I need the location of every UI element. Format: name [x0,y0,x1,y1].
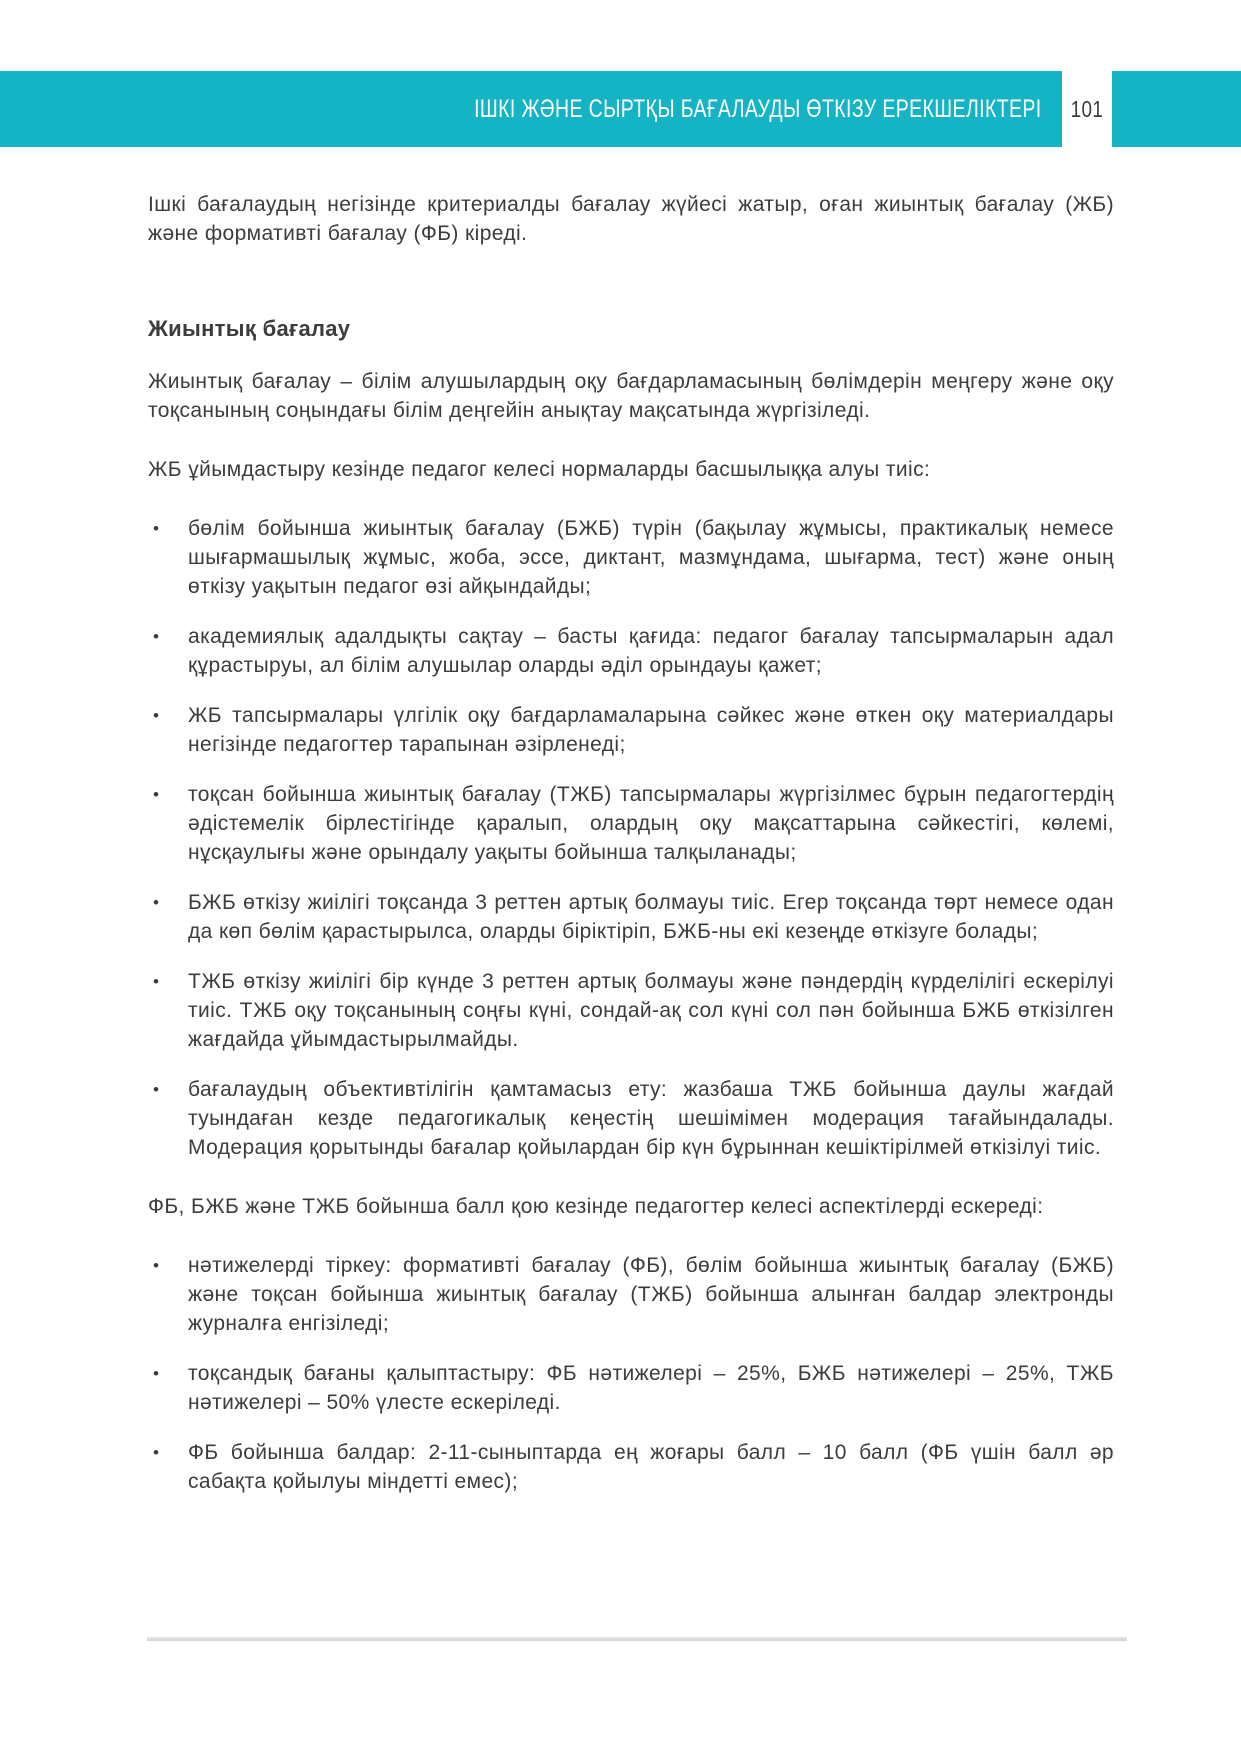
list-item [148,622,1114,680]
list-item-text: нәтижелерді тіркеу: формативті бағалау (ФБ), бөлім бойынша жиынтық бағалау (БЖБ) және тоқсан бойынша жиынтық бағалау (ТЖБ) бойынша алынған балдар электронды журналға енгізіледі; [188,1254,1114,1335]
scoring-bullet-list [148,1251,1114,1496]
list-item-text: академиялық адалдықты сақтау – басты қағида: педагог бағалау тапсырмаларын адал құрастыруы, ал білім алушылар оларды әділ орындауы қажет; [188,625,1114,677]
list-item-text: ФБ бойынша балдар: 2-11-сыныптарда ең жоғары балл – 10 балл (ФБ үшін балл әр сабақта қойылуы міндетті емес); [188,1441,1114,1493]
page-number: 101 [1070,95,1104,122]
page-header [0,71,1241,147]
list-item-text: БЖБ өткізу жиілігі тоқсанда 3 реттен артық болмауы тиіс. Егер тоқсанда төрт немесе одан да көп бөлім қарастырылса, оларды біріктіріп, БЖБ-ны екі кезеңде өткізуге болады; [188,891,1114,943]
list-item-text: бағалаудың объективтілігін қамтамасыз ету: жазбаша ТЖБ бойынша даулы жағдай туындаған кезде педагогикалық кеңестің шешімімен модерация тағайындалады. Модерация қорытынды бағалар қойылардан бір күн бұрыннан кешіктірілмей өткізілуі тиіс. [188,1078,1114,1159]
list-item-text: тоқсан бойынша жиынтық бағалау (ТЖБ) тапсырмалары жүргізілмес бұрын педагогтердің әдістемелік бірлестігінде қаралып, олардың оқу мақсаттарына сәйкестігі, көлемі, нұсқаулығы және орындалу уақыты бойынша талқыланады; [188,783,1114,864]
list-item [148,1075,1114,1162]
norms-bullet-list [148,514,1114,1162]
list-item-text: ЖБ тапсырмалары үлгілік оқу бағдарламаларына сәйкес және өткен оқу материалдары негізінде педагогтер тарапынан әзірленеді; [188,704,1114,756]
list-item [148,1359,1114,1417]
section-heading: Жиынтық бағалау [148,316,351,341]
intro-paragraph: Ішкі бағалаудың негізінде критериалды бағалау жүйесі жатыр, оған жиынтық бағалау (ЖБ) және формативті бағалау (ФБ) кіреді. [148,193,1114,245]
list-item [148,780,1114,867]
list-item [148,888,1114,946]
header-teal-band-right [1112,71,1241,147]
chapter-title: ІШКІ ЖӘНЕ СЫРТҚЫ БАҒАЛАУДЫ ӨТКІЗУ ЕРЕКШЕЛІКТЕРІ [474,94,1042,123]
list-item-text: ТЖБ өткізу жиілігі бір күнде 3 реттен артық болмауы және пәндердің күрделілігі ескерілуі тиіс. ТЖБ оқу тоқсанының соңғы күні, сондай-ақ сол күні сол пән бойынша БЖБ өткізілген жағдайда ұйымдастырылмайды. [188,970,1114,1051]
header-teal-band-left [0,71,1062,147]
list-item-text: бөлім бойынша жиынтық бағалау (БЖБ) түрін (бақылау жұмысы, практикалық немесе шығармашылық жұмыс, жоба, эссе, диктант, мазмұндама, шығарма, тест) және оның өткізу уақытын педагог өзі айқындайды; [188,517,1114,598]
summative-definition-paragraph: Жиынтық бағалау – білім алушылардың оқу бағдарламасының бөлімдерін меңгеру және оқу тоқсанының соңындағы білім деңгейін анықтау мақсатында жүргізіледі. [148,370,1114,422]
scoring-intro-paragraph: ФБ, БЖБ және ТЖБ бойынша балл қою кезінде педагогтер келесі аспектілерді ескереді: [148,1195,1044,1218]
footer-divider-line [147,1637,1127,1641]
list-item [148,514,1114,601]
list-item [148,1438,1114,1496]
body-text-column [148,190,1114,1526]
list-item-text: тоқсандық бағаны қалыптастыру: ФБ нәтижелері – 25%, БЖБ нәтижелері – 25%, ТЖБ нәтижелері – 50% үлесте ескеріледі. [188,1362,1114,1414]
list-item [148,967,1114,1054]
norms-intro-paragraph: ЖБ ұйымдастыру кезінде педагог келесі нормаларды басшылыққа алуы тиіс: [148,458,931,481]
list-item [148,701,1114,759]
page-number-box [1062,71,1112,147]
list-item [148,1251,1114,1338]
